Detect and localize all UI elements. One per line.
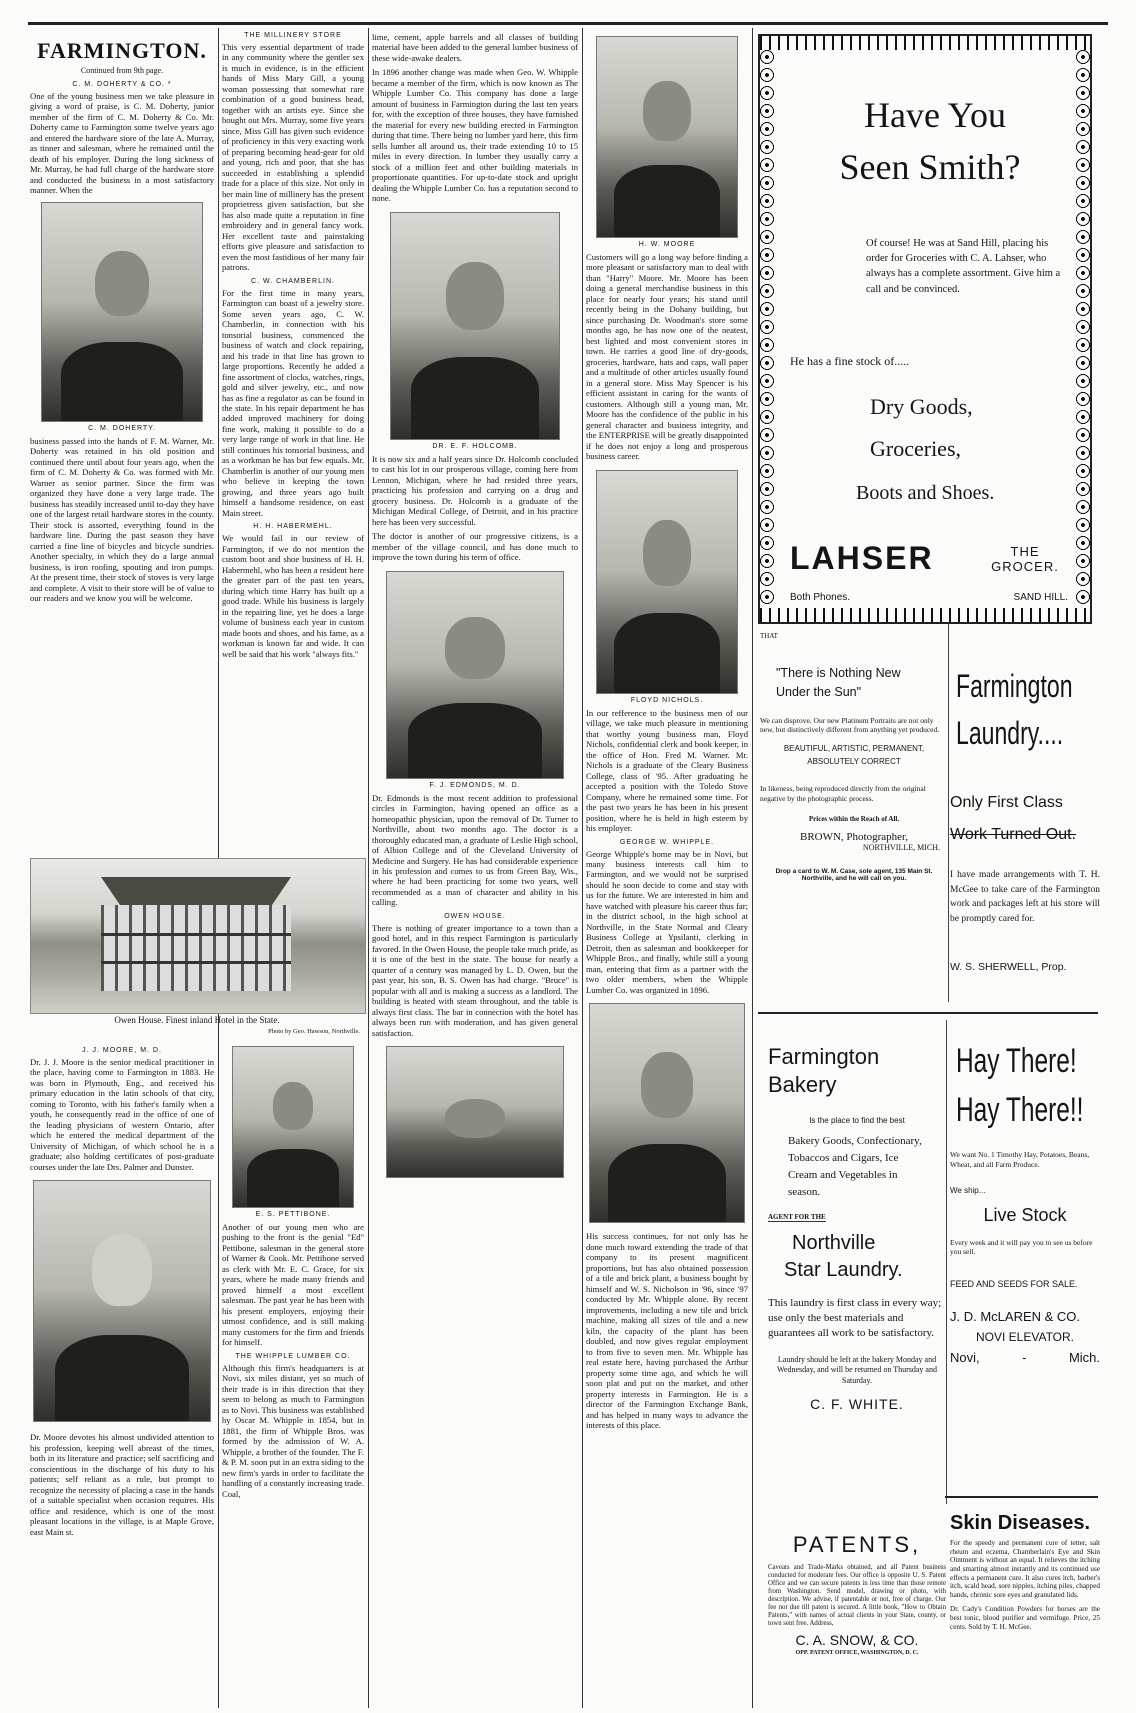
hotel-caption: Owen House. Finest inland Hotel in the State.	[114, 1015, 280, 1025]
column-2-lower	[222, 1042, 364, 1708]
smith-headline-1: Have You	[863, 95, 1006, 135]
patents-headline: PATENTS,	[792, 1532, 922, 1557]
photo-correct: ABSOLUTELY CORRECT	[807, 757, 901, 767]
bakery-agent: AGENT FOR THE	[768, 1213, 826, 1222]
the-grocer: THE GROCER.	[991, 544, 1059, 574]
article-text: Although this firm's headquarters is at Novi, six miles distant, yet so much of their trade is in this direction that they seem to belong as much to Farmington as to Novi. This business was established by Oscar M. Whipple in 1854, but in 1881, the firm of Whipple Bros. was formed by the admission of W. A. Whipple, a brother of the founder. The F. & P. M. soon put in an extra siding to the new firm's yards in order to facilitate the handling of a constantly increasing trade. Coal,	[222, 1362, 364, 1499]
hay-novi: Novi,	[950, 1350, 980, 1365]
ad-hay	[950, 1024, 1100, 1494]
laundry-work: Work Turned Out.	[950, 826, 1076, 843]
page-title: FARMINGTON.	[37, 38, 207, 63]
ad-bakery	[768, 1020, 947, 1504]
column-rule	[368, 28, 369, 1708]
sand-hill: SAND HILL.	[1013, 592, 1068, 603]
top-rule	[28, 22, 1108, 25]
article-text: Customers will go a long way before finding a more pleasant or satisfactory man to deal with than "Harry" Moore. Mr. Moore has been doing a general merchandise business in this place for nearly four years; his stand until recently being in the Dohany building, but since purchasing Dr. Woodman's store some months ago, he has now one of the neatest, best lighted and most convenient stores in town. He carries a good line of dry-goods, groceries, hardware, hats and caps, wall paper and a multitude of other articles usually found in a general store. Miss May Spencer is his efficient assistant in caring for the wants of customers. Although still a young man, Mr. Moore has the confidence of the public in his general character and business integrity, and the ENTERPRISE will be greatly disappointed if he does not enjoy a long and prosperous business career.	[586, 252, 748, 462]
portrait-edmonds	[386, 571, 564, 779]
hay-text: We want No. 1 Timothy Hay, Potatoes, Beans, Wheat, and all Farm Produce.	[950, 1150, 1090, 1169]
skin-text-2: Dr. Cady's Condition Powders for horses are the best tonic, blood purifier and vermifuge. Price, 25 cents. Sold by T. H. McGee.	[950, 1605, 1100, 1631]
photo-text-2: In likeness, being reproduced directly from the original negative by the photographic process.	[760, 784, 926, 803]
hotel-photo-credit: Photo by Geo. Hawson, Northville.	[268, 1028, 360, 1035]
ad-patents	[768, 1508, 946, 1704]
bakery-northville: Northville	[792, 1232, 876, 1255]
column-4	[586, 30, 748, 1708]
smith-text: Of course! He was at Sand Hill, placing his order for Groceries with C. A. Lahser, who always has a complete assortment. Give him a call and be convinced.	[866, 238, 1061, 295]
bakery-items: Bakery Goods, Confectionary, Tobaccos and Cigars, Ice Cream and Vegetables in season.	[788, 1135, 922, 1199]
ornament-border	[760, 608, 1090, 622]
patents-text: Caveats and Trade-Marks obtained, and all Patent business conducted for moderate fees. Our office is opposite U. S. Patent Office and we can secure patents in less time than those remote from Washington. Send model, drawing or photo, with description. We advise, if patentable or not, free of charge. Our fee not due till patent is secured. A little book, "How to Obtain Patents," with names of actual clients in your State, county, or town sent free. Address,	[768, 1564, 946, 1628]
article-text: Dr. J. J. Moore is the senior medical practitioner in the place, having come to Farmington in 1883. He was born in Plymouth, Eng., and received his primary education in the latin schools of that city, coming to Toronto, with his father's family when a youth, he consequently read in the office of one of the leading physicians of western Ontario, after which he entered the medical department of the University of Michigan, of which school he is a graduate; also holding certificates of post-graduate courses under the late Drs. Palmer and Dunster.	[30, 1057, 214, 1172]
laundry-headline-2: Laundry....	[956, 715, 1064, 751]
portrait-nichols	[596, 470, 738, 694]
photo-quote: "There is Nothing New Under the Sun"	[776, 666, 901, 699]
portrait-caption: DR. E. F. HOLCOMB.	[432, 442, 518, 450]
hay-live-stock: Live Stock	[983, 1204, 1067, 1225]
smith-headline-2: Seen Smith?	[839, 147, 1021, 187]
ad-divider	[758, 1012, 1098, 1014]
section-heading: THE WHIPPLE LUMBER CO.	[235, 1352, 351, 1360]
skin-text: For the speedy and permanent cure of tetter, salt rheum and eczema, Chamberlain's Eye and Skin Ointment is without an equal. It relieves the itching and smarting almost instantly and its continued use effects a permanent cure. It also cures itch, barber's itch, scald head, sore nipples, itching piles, chapped hands, chronic sore eyes and granulated lids.	[950, 1539, 1100, 1599]
ornament-border	[1076, 50, 1090, 608]
photo-text: We can disprove. Our new Platinum Portraits are not only new, but distinctively different from anything yet produced.	[760, 715, 940, 734]
bakery-star: Star Laundry.	[784, 1259, 903, 1282]
ad-skin	[950, 1504, 1100, 1704]
article-text: In 1896 another change was made when Geo. W. Whipple became a member of the firm, which is now known as The Whipple Lumber Co. This company has done a large amount of business in Farmington during the last ten years for, with the exception of three houses, they have furnished the material for every new building erected in Farmington during that time. There being no lumber yard here, this firm sells lumber all around us, their trade extending 10 to 15 miles in every direction. In lumber they usually carry a stock of a million feet and other building materials in proportionate quantities. For up-to-date stock and upright dealing the Whipple Lumber Co. has a reputation second to none.	[372, 67, 578, 204]
photo-prices: Prices within the Reach of All.	[808, 815, 900, 823]
portrait-caption: F. J. EDMONDS, M. D.	[429, 781, 521, 789]
article-text: We would fail in our review of Farmington, if we do not mention the custom boot and shoe business of H. H. Habermehl, who has been a resident here the greater part of the past ten years, during which time Harry has built up a good trade. While his business is largely in the repairing line, yet he does a large volume of business each year in custom made boots and shoes, and his fame, as a workman is known far and wide. It can well be said that his work "always fits."	[222, 533, 364, 659]
portrait-caption: E. S. PETTIBONE.	[255, 1211, 331, 1218]
portrait-caption: C. M. DOHERTY.	[88, 424, 156, 432]
hay-ship: We ship...	[950, 1185, 986, 1195]
article-text: business passed into the hands of F. M. Warner, Mr. Doherty was retained in his old position and continued there until about four years ago, when the firm of C. M. Doherty & Co. was formed with Mr. Warner as senior partner. Since the firm was organized they have done a very large trade. The business has steadily increased until to-day they have one of the largest retail hardware stores in the county. Their stock is assorted, everything found in the hardware line. During the past season they have carried a fine line of bicycles and bicycle sundries. Another specialty, in which they do a large annual business, is iron roofing, spouting and iron pumps. At the present time, their stock of stoves is very large and complete. A visit to their store will be of value to our readers and we know you will be welcome.	[30, 435, 214, 604]
ad-divider	[945, 1496, 1098, 1498]
hay-mclaren: J. D. McLAREN & CO.	[950, 1309, 1081, 1324]
article-text: Another of our young men who are pushing to the front is the genial "Ed" Pettibone, salesman in the general store of Warner & Cook. Mr. Pettibone served as clerk with Mr. E. C. Grace, for six years, where he made many friends and proved himself a most excellent salesman. The past year he has been with his present employers, enjoying their utmost confidence, and is still making many customers for the firm and friends for himself.	[222, 1222, 364, 1348]
bakery-text: This laundry is first class in every way; use only the best materials and guarantees all work to be satisfactory.	[768, 1297, 942, 1339]
bakery-headline-2: Bakery	[768, 1072, 837, 1097]
portrait-holcomb	[390, 212, 560, 440]
photo-drop: Drop a card to W. M. Case, sole agent, 135 Main St. Northville, and he will call on you.	[775, 868, 933, 882]
hay-headline-1: Hay There!	[956, 1042, 1077, 1080]
article-text: George Whipple's home may be in Novi, but many business interests call him to Farmington, and we would not be surprised should he soon decide to come and stay with us for the future. We are interested in him and have watched with pleasure his career thus far; in the district school, in the high school at Northville, in the State Normal and Cleary Business College at Ypsilanti, clerking in Detroit, then as salesman and bookkeeper for Whipple Bros., and finally, while still a young man, entering that firm as a partner with the two older members, when the Whipple Lumber Co. was organized in 1896.	[586, 848, 748, 995]
patents-snow: C. A. SNOW, & CO.	[795, 1632, 919, 1649]
hay-mich: Mich.	[1068, 1350, 1100, 1365]
article-text: There is nothing of greater importance to a town than a good hotel, and in this respect Farmington is particularly favored. In the Owen House, the people take much pride, as it is one of the best in the state. The house for nearly a quarter of a century was managed by L. D. Owen, but the past year, his son, B. S. Owen has had charge. "Bruce" is popular with all and is making a success as a landlord. The building is heated with steam throughout, and the table is always first class. The bar in connection with the hotel has always been run with moderation, and has given general satisfaction.	[372, 922, 578, 1038]
section-heading: THE MILLINERY STORE	[244, 32, 342, 39]
portrait-unlabeled	[386, 1046, 564, 1178]
ad-laundry	[950, 624, 1100, 1002]
hay-novi-elevator: NOVI ELEVATOR.	[975, 1330, 1075, 1344]
column-2	[222, 30, 364, 852]
photo-place: NORTHVILLE, MICH.	[862, 843, 940, 852]
ad-smith	[758, 34, 1092, 624]
bakery-text-2: Laundry should be left at the bakery Monday and Wednesday, and will be returned on Thursday and Saturday.	[777, 1354, 937, 1385]
hay-headline-2: Hay There!!	[956, 1091, 1084, 1129]
hotel-photo	[30, 858, 366, 1014]
section-heading: H. H. HABERMEHL.	[253, 523, 333, 531]
section-heading: C. M. DOHERTY & CO. *	[72, 81, 172, 88]
portrait-caption: FLOYD NICHOLS.	[630, 696, 704, 704]
section-heading: GEORGE W. WHIPPLE.	[619, 838, 715, 846]
article-text: It is now six and a half years since Dr. Holcomb concluded to cast his lot in our prosperous village, coming here from Lennon, Michigan, where he had resided three years, practicing his profession and carrying on a drug and grocery business. Dr. Holcomb is a graduate of the Michigan Medical College, of Detroit, and in his practice here has been very successful.	[372, 453, 578, 527]
article-text: lime, cement, apple barrels and all classes of building material have been added to the general lumber business of these wide-awake dealers.	[372, 32, 578, 63]
article-text: His success continues, for not only has he done much toward extending the trade of that company to its present magnificent proportions, but has also obtained possession of a tile and brick plant, a business bought by himself and W. S. Nicholson in '96, since '97 conducted by Mr. Whipple alone. By recent improvements, including a new tile and brick machine, making all sizes of tile and a new kiln, the capacity of the plant has been doubled, and now gives regular employment to from five to seven men. Mr. Whipple has real estate here, having purchased the Arthur property some time ago, and which he will soon plat and put on the market, and other property interests in Farmington. He is a director of the Farmington Exchange Bank, and has helped in many ways to advance the interests of this place.	[586, 1231, 748, 1430]
laundry-prop: W. S. SHERWELL, Prop.	[950, 960, 1067, 973]
column-1-lower	[30, 1042, 214, 1708]
hay-text-2: Every week and it will pay you to see us before you sell.	[950, 1237, 1093, 1257]
lahser-logo: LAHSER	[790, 540, 934, 576]
portrait-hwmoore	[596, 36, 738, 238]
bakery-white: C. F. WHITE.	[810, 1395, 904, 1412]
article-text: For the first time in many years, Farmington can boast of a jewelry store. Some seven years ago, C. W. Chamberlin, in connection with his tonsorial business, commenced the business of watch and clock repairing, and his trade in that line has grown to large proportions. Recently he added a fine assortment of clocks, watches, rings, gold and silver jewelry, etc., and now has as fine a regulator as can be found in the state. In his repair department he has added improved machinery for doing fine work, making it possible to do a very large range of work in that line. He still continues his tonsorial business, and as a workman he has but few equals. Mr. Chamberlin is another of our young men who believe in keeping the town growing, and three years ago built himself a handsome residence, on east Main street.	[222, 287, 364, 518]
column-rule	[752, 28, 753, 1708]
photo-brown: BROWN, Photographer,	[799, 831, 909, 843]
column-3	[372, 30, 578, 1708]
smith-boots: Boots and Shoes.	[856, 482, 995, 504]
portrait-gwhipple	[589, 1003, 745, 1223]
ad-photographer	[760, 624, 949, 1002]
article-text: The doctor is another of our progressive citizens, is a member of the village council, and has done much to improve the town during his term of office.	[372, 531, 578, 563]
continued-note: Continued from 9th page.	[80, 66, 164, 75]
hay-feed: FEED AND SEEDS FOR SALE.	[950, 1279, 1078, 1289]
portrait-pettibone	[232, 1046, 354, 1208]
portrait-caption: H. W. MOORE	[638, 241, 696, 248]
smith-groceries: Groceries,	[870, 436, 962, 461]
hay-dash: -	[1022, 1350, 1027, 1365]
bakery-headline-1: Farmington	[768, 1044, 880, 1069]
article-text: Dr. Moore devotes his almost undivided attention to his profession, keeping well abreast of the times, both in its literature and practice; self sacrificing and conscientious in the discharge of his duty to his patients; self reliant as a rule, but prompt to recognize the necessity of placing a case in the hands of a suitable specialist when occasion requires. His office and residence, which is one of the most pleasant locations in the village, is at Maple Grove, east Main st.	[30, 1432, 214, 1537]
both-phones: Both Phones.	[790, 592, 851, 603]
portrait-doherty	[41, 202, 203, 422]
patents-opp: OPP. PATENT OFFICE, WASHINGTON, D. C.	[795, 1650, 919, 1657]
laundry-text: I have made arrangements with T. H. McGee to take care of the Farmington work and packages left at his store will be promptly cared for.	[950, 870, 1100, 925]
skin-headline: Skin Diseases.	[950, 1512, 1091, 1534]
article-text: One of the young business men we take pleasure in giving a word of praise, is C. M. Doherty, junior member of the firm of C. M. Doherty & Co. Mr. Doherty came to Farmington some twelve years ago and entered the hardware store of the late A. Murray, as tinner and salesman, where he remained until the death of his employer. During the long sickness of Mr. Murray, he had full charge of the hardware store and conducted the business in a most satisfactory manner. When the	[30, 91, 214, 196]
laundry-only: Only First Class	[950, 794, 1063, 811]
section-heading: OWEN HOUSE.	[444, 912, 506, 920]
article-text: In our refference to the business men of our village, we take much pleasure in mentioning that worthy young business man, Floyd Nichols, confidential clerk and book keeper, in the office of Hon. Fred M. Warner. Mr. Nichols is a graduate of the Cleary Business College, class of '95. After graduating he accepted a position with the Toledo Stove Company, where he remained some time. For the past two years he has been in his present position, where he is held in high esteem by his employer.	[586, 707, 748, 834]
bakery-place: Is the place to find the best	[809, 1116, 905, 1125]
ornament-border	[760, 36, 1090, 50]
column-rule	[582, 28, 583, 1708]
photo-beautiful: BEAUTIFUL, ARTISTIC, PERMANENT,	[783, 744, 925, 754]
smith-dry-goods: Dry Goods,	[870, 394, 973, 419]
section-heading: J. J. MOORE, M. D.	[82, 1047, 162, 1054]
photo-that: THAT	[760, 632, 778, 640]
ornament-border	[760, 50, 774, 608]
article-text: Dr. Edmonds is the most recent addition to professional circles in Farmington, having opened an office as a homeopathic physician, upon the removal of Dr. Turner to Northville, about two months ago. The doctor is a thoroughly educated man, a graduate of Leslie High school, of Albion College and of the Cleveland University of Medicine and Surgery. He has had considerable experience in his profession and comes to us from Green Bay, Wis., where he had been practicing for some two years, well recommended as a man of character and ability in his calling.	[372, 792, 578, 908]
portrait-moore	[33, 1180, 211, 1422]
laundry-headline-1: Farmington	[956, 668, 1073, 704]
smith-stock: He has a fine stock of.....	[790, 354, 910, 368]
section-heading: C. W. CHAMBERLIN.	[251, 277, 335, 285]
article-text: This very essential department of trade in any community where the gentler sex is much in evidence, is in the efficient hands of Miss Mary Gill, a young woman possessing that somewhat rare combination of a good business head, together with an artists eye. Since she bought out Mrs. Murray, some five years since, Miss Gill has given such evidence of proficiency in this very exacting work of preparing becoming head-gear for old and young, rich and poor, that she has succeeded in establishing a splendid trade for a place of this size. Not only in her main line of millinery has the present proprietress given satisfaction, but she has also made quite a reputation in fine embroidery and in general fancy work. Her excellent taste and painstaking efforts give pleasure and satisfaction to even the most fastidious of her many fair patrons.	[222, 42, 364, 273]
